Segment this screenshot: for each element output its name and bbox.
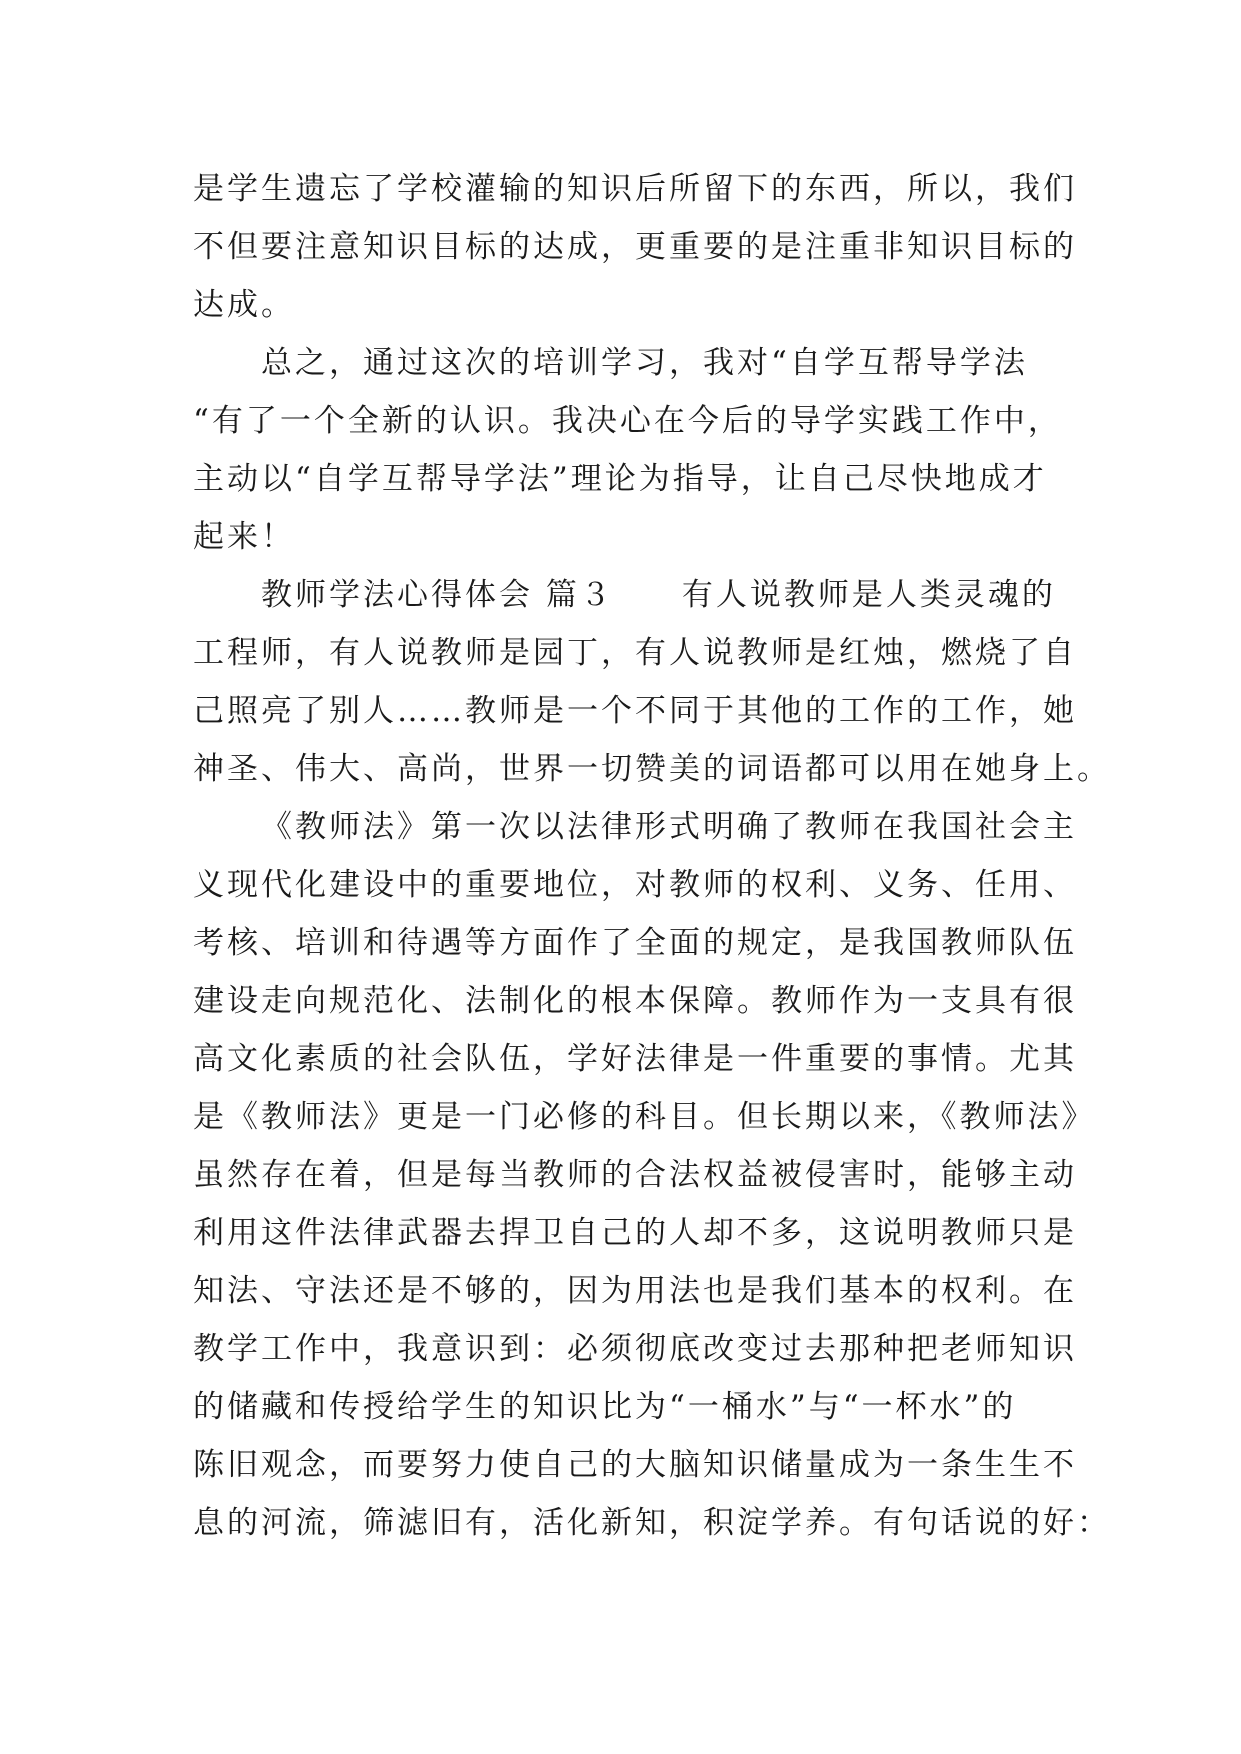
text-line: 工程师，有人说教师是园丁，有人说教师是红烛，燃烧了自 — [193, 635, 1077, 671]
section-heading-line: 教师学法心得体会 篇３ 有人说教师是人类灵魂的 — [261, 577, 1056, 613]
text-line: 是学生遗忘了学校灌输的知识后所留下的东西，所以，我们 — [193, 171, 1077, 207]
text-line: 息的河流，筛滤旧有，活化新知，积淀学养。有句话说的好： — [193, 1505, 1111, 1541]
text-line: 利用这件法律武器去捍卫自己的人却不多，这说明教师只是 — [193, 1215, 1077, 1251]
text-line: 主动以“自学互帮导学法”理论为指导，让自己尽快地成才 — [193, 461, 1047, 497]
text-line: 神圣、伟大、高尚，世界一切赞美的词语都可以用在她身上。 — [193, 751, 1111, 787]
text-line: 高文化素质的社会队伍，学好法律是一件重要的事情。尤其 — [193, 1041, 1077, 1077]
text-line: 的储藏和传授给学生的知识比为“一桶水”与“一杯水”的 — [193, 1389, 1017, 1425]
text-line: 是《教师法》更是一门必修的科目。但长期以来，《教师法》 — [193, 1099, 1096, 1135]
paragraph-start-line: 《教师法》第一次以法律形式明确了教师在我国社会主 — [261, 809, 1077, 845]
text-line: 不但要注意知识目标的达成，更重要的是注重非知识目标的 — [193, 229, 1077, 265]
text-line: 陈旧观念，而要努力使自己的大脑知识储量成为一条生生不 — [193, 1447, 1077, 1483]
text-line: 教学工作中，我意识到：必须彻底改变过去那种把老师知识 — [193, 1331, 1077, 1367]
paragraph-start-line: 总之，通过这次的培训学习，我对“自学互帮导学法 — [261, 345, 1028, 381]
text-line: 建设走向规范化、法制化的根本保障。教师作为一支具有很 — [193, 983, 1077, 1019]
text-line: 起来！ — [193, 519, 295, 555]
text-line: 考核、培训和待遇等方面作了全面的规定，是我国教师队伍 — [193, 925, 1077, 961]
document-body — [193, 160, 1111, 1552]
text-line: “有了一个全新的认识。我决心在今后的导学实践工作中， — [193, 403, 1062, 439]
text-line: 虽然存在着，但是每当教师的合法权益被侵害时，能够主动 — [193, 1157, 1077, 1193]
text-line: 己照亮了别人……教师是一个不同于其他的工作的工作，她 — [193, 693, 1077, 729]
text-line: 达成。 — [193, 287, 295, 323]
text-line: 义现代化建设中的重要地位，对教师的权利、义务、任用、 — [193, 867, 1077, 903]
text-line: 知法、守法还是不够的，因为用法也是我们基本的权利。在 — [193, 1273, 1077, 1309]
